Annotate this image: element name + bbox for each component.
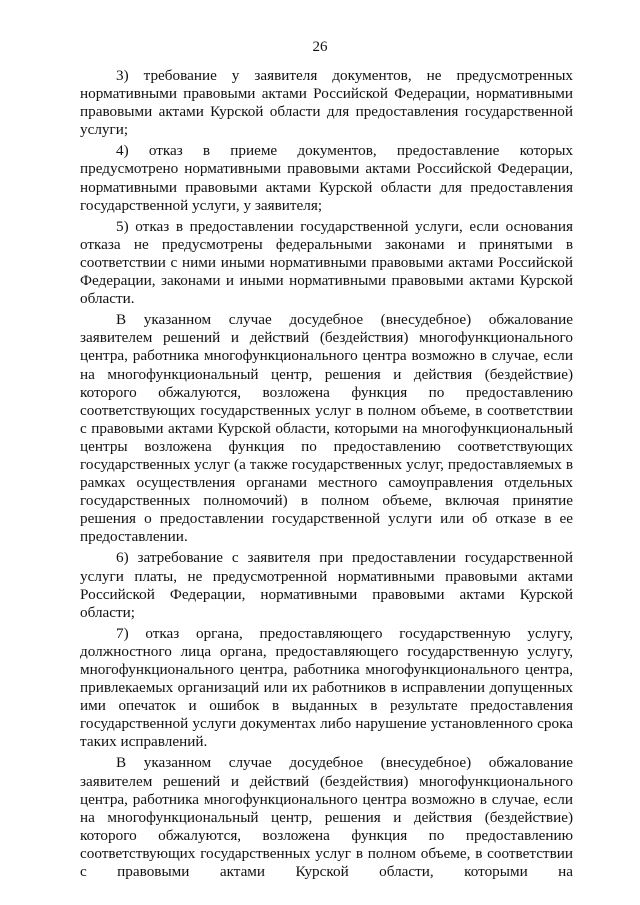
paragraph-item-4: 4) отказ в приеме документов, предоставление которых предусмотрено нормативными правовыми актами Российской Федерации, нормативными правовыми актами Курской области для предоставления государственной услуги, у заявителя;: [80, 142, 573, 214]
paragraph-item-5: 5) отказ в предоставлении государственной услуги, если основания отказа не предусмотрены федеральными законами и принятыми в соответствии с ними иными нормативными правовыми актами Российской Федерации, законами и иными нормативными правовыми актами Курской области.: [80, 217, 573, 308]
paragraph-item-3: 3) требование у заявителя документов, не предусмотренных нормативными правовыми актами Российской Федерации, нормативными правовыми актами Курской области для предоставления государственной услуги;: [80, 67, 573, 139]
paragraph-mfc-appeal: В указанном случае досудебное (внесудебное) обжалование заявителем решений и действий (бездействия) многофункционального центра, работника многофункционального центра возможно в случае, если на многофункциональный центр, решения и действия (бездействие) которого обжалуются, возложена функция по предоставлению соответствующих государственных услуг в полном объеме, в соответствии с правовыми актами Курской области, которыми на многофункциональный центры возложена функция по предоставлению соответствующих государственных услуг (а также государственных услуг, предоставляемых в рамках осуществления органами местного самоуправления отдельных государственных полномочий) в полном объеме, включая принятие решения о предоставлении государственной услуги или об отказе в ее предоставлении.: [80, 311, 573, 546]
paragraph-mfc-appeal-continued: В указанном случае досудебное (внесудебное) обжалование заявителем решений и действий (бездействия) многофункционального центра, работника многофункционального центра возможно в случае, если на многофункциональный центр, решения и действия (бездействие) которого обжалуются, возложена функция по предоставлению соответствующих государственных услуг в полном объеме, в соответствии с правовыми актами Курской области, которыми на: [80, 754, 573, 881]
page-number: 26: [312, 39, 328, 55]
paragraph-item-7: 7) отказ органа, предоставляющего государственную услугу, должностного лица органа, предоставляющего государственную услугу, многофункционального центра, работника многофункционального центра, привлекаемых организаций или их работников в исправлении допущенных ими опечаток и ошибок в выданных в результате предоставления государственной услуги документах либо нарушение установленного срока таких исправлений.: [80, 624, 573, 751]
document-body: [80, 67, 573, 884]
paragraph-item-6: 6) затребование с заявителя при предоставлении государственной услуги платы, не предусмотренной нормативными правовыми актами Российской Федерации, нормативными правовыми актами Курской области;: [80, 549, 573, 621]
